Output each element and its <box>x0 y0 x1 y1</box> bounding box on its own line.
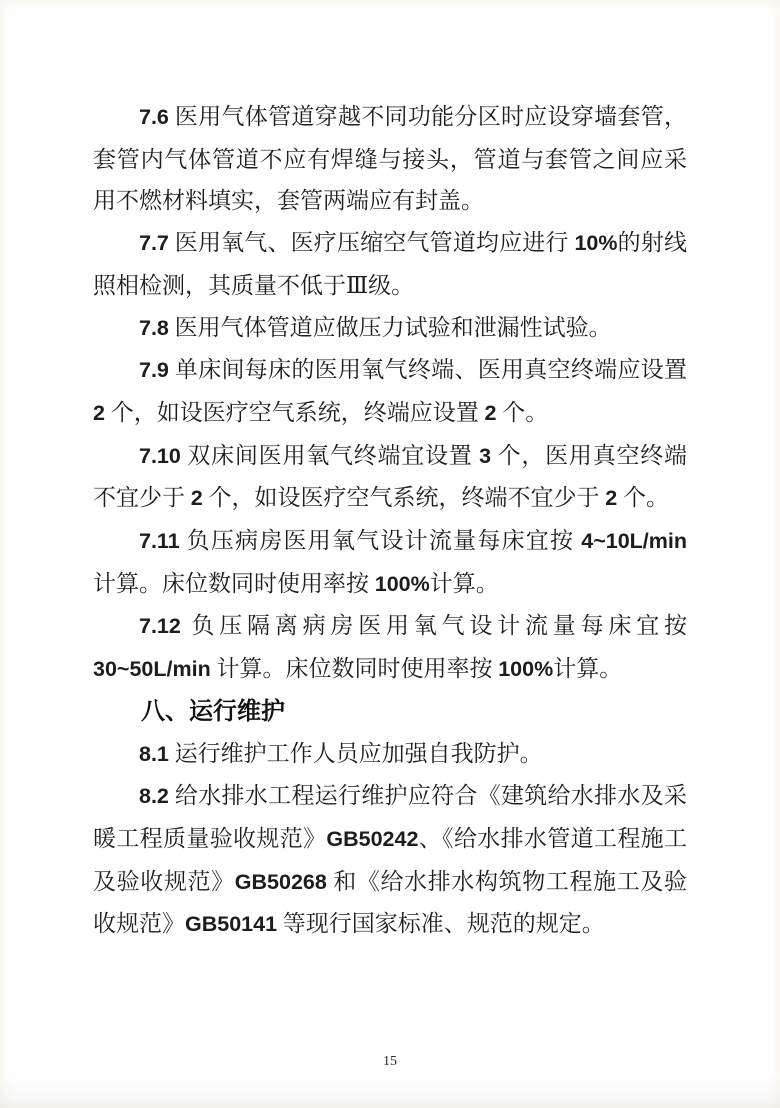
latin-text: 2 <box>190 486 203 511</box>
latin-text: 2 <box>93 400 105 425</box>
latin-text: 7.11 <box>139 529 180 554</box>
document-body <box>93 96 687 946</box>
latin-text: GB50242 <box>326 826 419 851</box>
paragraph: 7.11 负压病房医用氧气设计流量每床宜按 4~10L/min 计算。床位数同时使用率按 100%计算。 <box>93 528 687 596</box>
latin-text: 100% <box>498 657 554 682</box>
paragraph: 7.12 负压隔离病房医用氧气设计流量每床宜按 30~50L/min 计算。床位数同时使用率按 100%计算。 <box>93 613 687 682</box>
page-footer <box>0 1052 780 1070</box>
latin-text: 7.7 <box>139 231 169 256</box>
page-number: 15 <box>383 1054 397 1069</box>
latin-text: 10% <box>574 231 618 256</box>
paragraph: 8.1 运行维护工作人员应加强自我防护。 <box>139 740 543 766</box>
latin-text: 7.9 <box>139 358 169 383</box>
latin-text: 7.10 <box>139 443 181 468</box>
paragraph: 7.7 医用氧气、医疗压缩空气管道均应进行 10%的射线照相检测，其质量不低于Ⅲ级。 <box>93 230 688 298</box>
paragraph: 8.2 给水排水工程运行维护应符合《建筑给水排水及采暖工程质量验收规范》GB50242、《给水排水管道工程施工及验收规范》GB50268 和《给水排水构筑物工程施工及验收规范》GB50141 等现行国家标准、规范的规定。 <box>93 783 688 937</box>
latin-text: 8.1 <box>139 741 169 766</box>
latin-text: GB50268 <box>234 869 327 894</box>
paragraph: 7.10 双床间医用氧气终端宜设置 3 个，医用真空终端不宜少于 2 个，如设医疗空气系统，终端不宜少于 2 个。 <box>93 442 688 511</box>
latin-text: 4~10L/min <box>581 529 687 554</box>
latin-text: 2 <box>484 400 497 425</box>
latin-text: 100% <box>374 571 430 596</box>
paragraph: 7.6 医用气体管道穿越不同功能分区时应设穿墙套管，套管内气体管道不应有焊缝与接头，管道与套管之间应采用不燃材料填实，套管两端应有封盖。 <box>93 104 687 214</box>
latin-text: 30~50L/min <box>93 657 211 682</box>
latin-text: 8.2 <box>139 784 169 809</box>
latin-text: 2 <box>605 486 618 511</box>
latin-text: GB50141 <box>185 912 278 937</box>
latin-text: 3 <box>479 443 492 468</box>
section-heading: 八、运行维护 <box>141 697 285 725</box>
latin-text: 7.8 <box>139 315 169 340</box>
paragraph: 7.9 单床间每床的医用氧气终端、医用真空终端应设置 2 个，如设医疗空气系统，终端应设置 2 个。 <box>93 357 687 425</box>
latin-text: 7.12 <box>139 614 181 639</box>
paragraph: 7.8 医用气体管道应做压力试验和泄漏性试验。 <box>139 314 612 340</box>
latin-text: 7.6 <box>139 105 169 129</box>
